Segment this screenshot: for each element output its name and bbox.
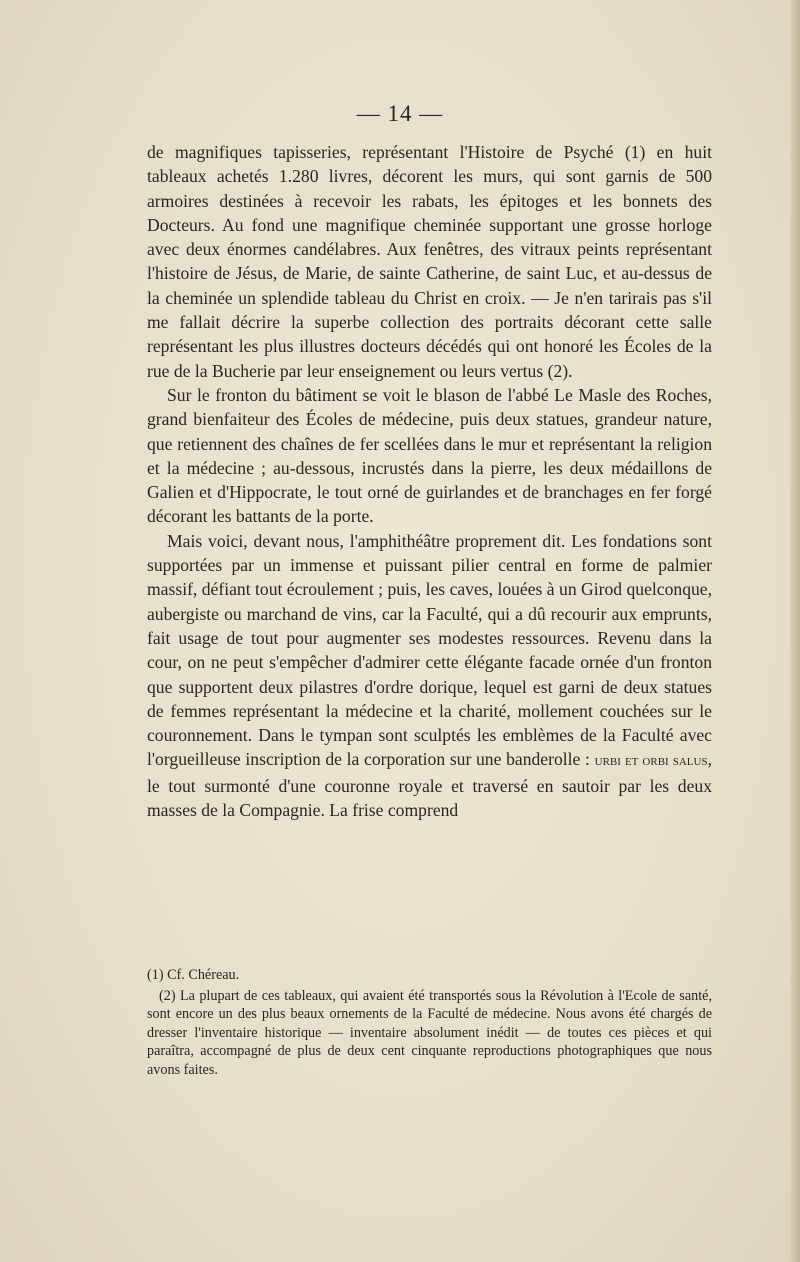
paragraph-2: Sur le fronton du bâtiment se voit le blason de l'abbé Le Masle des Roches, grand bienfaiteur des Écoles de médecine, puis deux statues, grandeur nature, que retiennent des chaînes de fer scellées dans le mur et représentant la religion et la médecine ; au-dessous, incrustés dans la pierre, les deux médaillons de Galien et d'Hippocrate, le tout orné de guirlandes et de branchages en fer forgé décorant les battants de la porte. (147, 384, 712, 527)
footnote-2: (2) La plupart de ces tableaux, qui avaient été transportés sous la Révolution à l'Ecole de santé, sont encore un des plus beaux ornements de la Faculté de médecine. Nous avons été chargés de dresser l'inventaire historique — inventaire absolument inédit — de toutes ces pièces et qui paraîtra, accompagné de plus de deux cent cinquante reproductions photographiques que nous avons faites. (147, 987, 712, 1078)
main-text (147, 140, 712, 822)
motto-text: urbi et orbi salus (594, 753, 708, 770)
paragraph-3-start: Mais voici, devant nous, l'amphithéâtre proprement dit. Les fondations sont supportées par un immense et puissant pilier central en forme de palmier massif, défiant tout écroulement ; puis, les caves, louées à un Girod quelconque, aubergiste ou marchand de vins, car la Faculté, qui a dû recourir aux emprunts, fait usage de tout pour augmenter ses modestes ressources. Revenu dans la cour, on ne peut s'empêcher d'admirer cette élégante facade ornée d'un fronton que supportent deux pilastres d'ordre dorique, lequel est garni de deux statues de femmes représentant la médecine et la charité, mollement couchées sur le couronnement. Dans le tympan sont sculptés les emblèmes de la Faculté avec l'orgueilleuse inscription de la corporation sur une banderolle : (147, 530, 712, 770)
paragraph-1: de magnifiques tapisseries, représentant l'Histoire de Psyché (1) en huit tableaux achetés 1.280 livres, décorent les murs, qui sont garnis de 500 armoires destinées à recevoir les rabats, les épitoges et les bonnets des Docteurs. Au fond une magnifique cheminée supportant une grosse horloge avec deux énormes candélabres. Aux fenêtres, des vitraux peints représentant l'histoire de Jésus, de Marie, de sainte Catherine, de saint Luc, et au-dessus de la cheminée un splendide tableau du Christ en croix. — Je n'en tarirais pas s'il me fallait décrire la superbe collection des portraits décorant cette salle représentant les plus illustres docteurs décédés qui ont honoré les Écoles de la rue de la Bucherie par leur enseignement ou leurs vertus (2). (147, 142, 712, 381)
page-edge-shadow (790, 0, 800, 1262)
paragraph-3 (147, 529, 712, 823)
paragraph-3-end: , le tout surmonté d'une couronne royale et traversé en sautoir par les deux masses de la Compagnie. La frise comprend (147, 749, 712, 821)
footnotes (147, 966, 712, 1082)
page-number: — 14 — (356, 101, 444, 126)
footnote-1: (1) Cf. Chéreau. (147, 967, 240, 983)
